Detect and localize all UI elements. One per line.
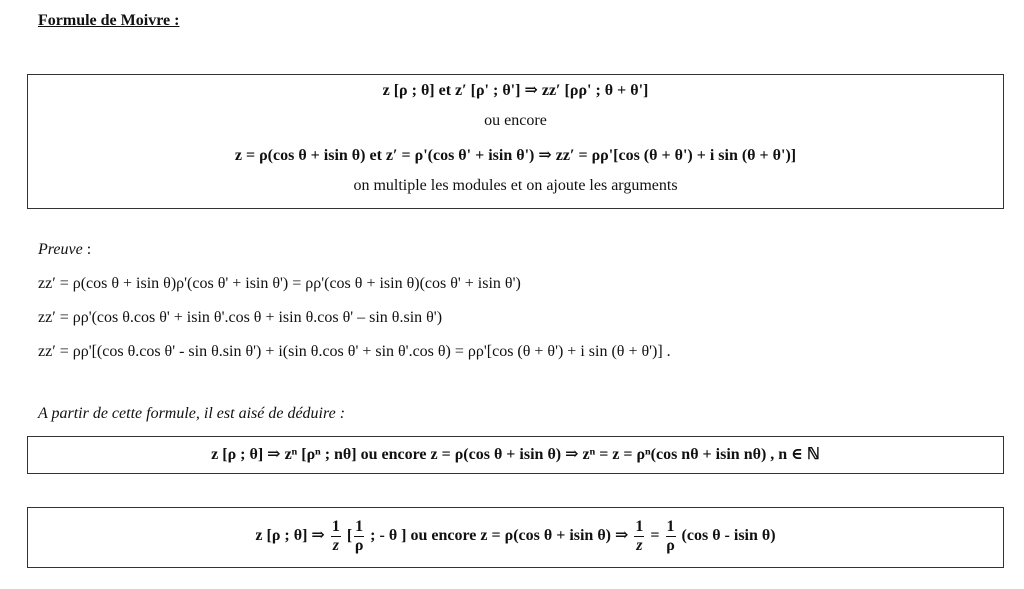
- proof-label-line: [38, 241, 91, 259]
- formula-line-or: ou encore: [484, 112, 547, 129]
- formula-line-polar: z [ρ ; θ] et z′ [ρ' ; θ'] ⇒ zz′ [ρρ' ; θ + θ']: [382, 82, 649, 99]
- formula-line-rule: on multiple les modules et on ajoute les arguments: [353, 177, 678, 194]
- frac-num: 1: [331, 518, 340, 535]
- power-formula-line: z [ρ ; θ] ⇒ zⁿ [ρⁿ ; nθ] ou encore z = ρ(cos θ + isin θ) ⇒ zⁿ = z = ρⁿ(cos nθ + isin nθ) , n ∈ ℕ: [211, 446, 820, 463]
- frac-num: 1: [666, 518, 675, 535]
- inverse-part-2: [: [342, 527, 353, 545]
- proof-label: Preuve: [38, 241, 83, 258]
- inverse-formula-box: [27, 507, 1004, 568]
- fraction-1-over-rho-2: [666, 518, 676, 555]
- inverse-part-1: z [ρ ; θ] ⇒: [255, 527, 329, 545]
- proof-line-2: zz′ = ρρ'(cos θ.cos θ' + isin θ'.cos θ + isin θ.cos θ' – sin θ.sin θ'): [38, 309, 443, 326]
- frac-den: ρ: [354, 537, 364, 554]
- power-formula-box: [27, 436, 1004, 474]
- fraction-1-over-z-2: [634, 518, 644, 555]
- frac-den: z: [636, 537, 643, 554]
- inverse-part-3: ; - θ ] ou encore z = ρ(cos θ + isin θ) ⇒: [366, 527, 633, 545]
- frac-num: 1: [355, 518, 364, 535]
- fraction-1-over-rho: [354, 518, 364, 555]
- proof-line-1: zz′ = ρ(cos θ + isin θ)ρ'(cos θ' + isin θ') = ρρ'(cos θ + isin θ)(cos θ' + isin θ'): [38, 275, 521, 292]
- formula-line-trig: z = ρ(cos θ + isin θ) et z′ = ρ'(cos θ' + isin θ') ⇒ zz′ = ρρ'[cos (θ + θ') + i sin (θ + θ')]: [234, 147, 797, 164]
- page-title: Formule de Moivre :: [38, 12, 180, 29]
- inverse-part-4: (cos θ - isin θ): [677, 527, 776, 545]
- proof-colon: :: [82, 241, 92, 258]
- fraction-1-over-z: [331, 518, 341, 555]
- frac-den: z: [332, 537, 339, 554]
- proof-line-3: zz′ = ρρ'[(cos θ.cos θ' - sin θ.sin θ') + i(sin θ.cos θ' + sin θ'.cos θ) = ρρ'[cos (θ + θ') + i sin (θ + θ')] .: [38, 343, 671, 360]
- frac-num: 1: [635, 518, 644, 535]
- inverse-formula-line: [28, 518, 1003, 555]
- frac-den: ρ: [666, 537, 675, 554]
- inverse-eq: =: [646, 527, 664, 545]
- moivre-formula-box: [27, 74, 1004, 209]
- deduce-text: A partir de cette formule, il est aisé de déduire :: [38, 405, 346, 422]
